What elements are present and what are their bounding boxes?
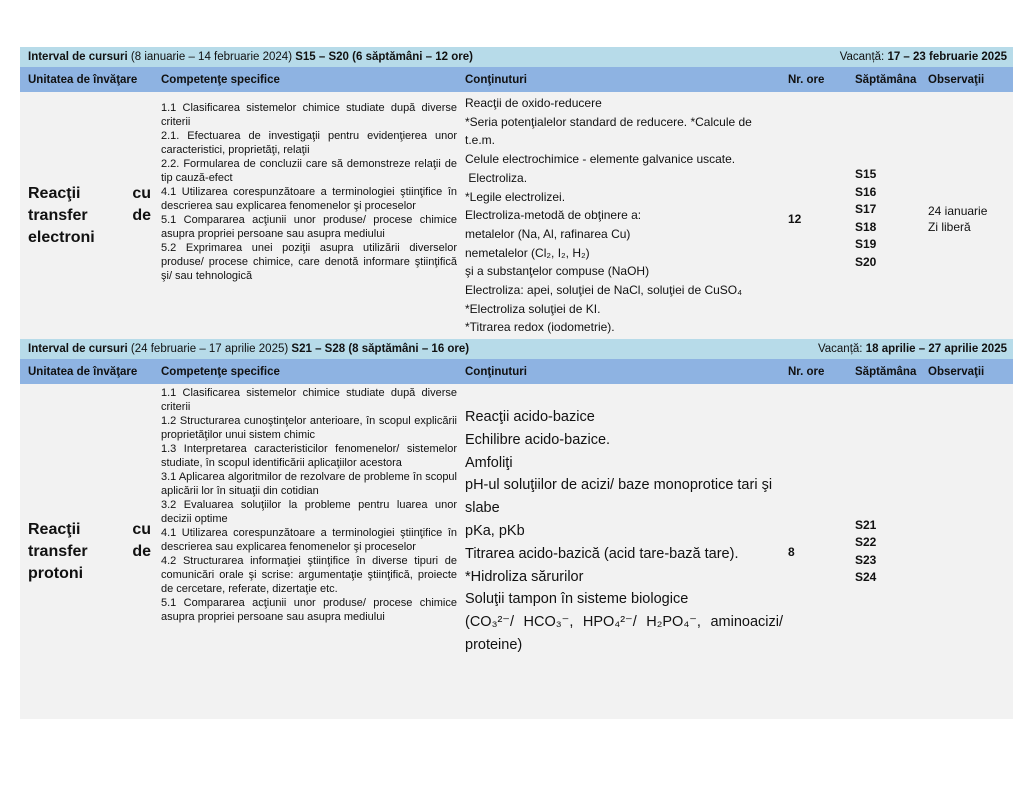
notes-list [928, 203, 987, 235]
interval-bar-1 [20, 47, 1013, 67]
header-notes: Observaţii [928, 73, 985, 86]
content-item: (CO₃²⁻/ HCO₃⁻, HPO₄²⁻/ H₂PO₄⁻, aminoacizi/ proteine) [465, 614, 783, 653]
header-competences: Competenţe specifice [161, 365, 280, 378]
interval-info-2 [28, 343, 469, 355]
competence-item: 5.2 Exprimarea unei poziţii asupra utilizării diverselor produse/ procese chimice, care denotă informare ştiinţifică şi/ sau tehnologică [161, 242, 457, 282]
table-header-2 [20, 359, 1013, 384]
content-item: Amfoliţi [465, 454, 513, 471]
content-item: Celule electrochimice - elemente galvanice uscate. [465, 152, 736, 167]
content-item: *Electroliza soluţiei de KI. [465, 301, 601, 316]
content-item: *Seria potenţialelor standard de reducere. *Calcule de t.e.m. [465, 114, 752, 148]
header-competences: Competenţe specifice [161, 73, 280, 86]
week-item: S21 [855, 517, 877, 532]
header-unit: Unitatea de învăţare [28, 73, 138, 86]
interval-dates: (24 februarie – 17 aprilie 2025) [130, 343, 289, 355]
content-item: *Titrarea redox (iodometrie). [465, 320, 615, 335]
week-item: S24 [855, 570, 877, 584]
competence-item: 1.1 Clasificarea sistemelor chimice studiate după diverse criterii [161, 387, 457, 413]
interval-weeks: S21 – S28 [291, 343, 346, 355]
content-item: metalelor (Na, Al, rafinarea Cu) [465, 226, 631, 241]
contents-cell [461, 384, 783, 719]
header-contents: Conţinuturi [465, 73, 527, 86]
note-item: 24 ianuarie [928, 203, 988, 218]
content-item: pH-ul soluţiilor de acizi/ baze monoprotice tari şi slabe [465, 477, 773, 517]
unit-title: Reacţii cu transfer de electroni [28, 184, 151, 246]
week-item: S20 [855, 254, 877, 269]
notes-cell [921, 92, 1013, 339]
header-unit: Unitatea de învăţare [28, 365, 138, 378]
competence-item: 4.2 Structurarea informaţiei ştiinţifice în diverse tipuri de comunicări orale şi scrise: argumentaţie ştiinţifică, proiecte de cercetare, referate, dizertaţie etc. [161, 555, 457, 595]
content-item: pKa, pKb [465, 522, 525, 539]
content-item: nemetalelor (Cl₂, I₂, H₂) [465, 245, 590, 260]
hours-value: 8 [788, 544, 795, 559]
interval-duration: (6 săptămâni – 12 ore) [352, 51, 473, 63]
competence-item: 1.2 Structurarea cunoştinţelor anterioare, în scopul explicării proprietăţilor unui sistem chimic [161, 415, 457, 441]
interval-weeks: S15 – S20 [295, 51, 349, 63]
hours-cell [783, 92, 841, 339]
notes-cell [921, 384, 1013, 719]
competence-item: 4.1 Utilizarea corespunzătoare a terminologiei ştiinţifice în descrierea sau explicarea fenomenelor şi proceselor [161, 527, 457, 553]
header-week: Săptămâna [855, 73, 917, 86]
competence-item: 2.2. Formularea de concluzii care să demonstreze relaţii de tip cauză-efect [161, 158, 457, 184]
unit-title: Reacţii cu transfer de protoni [28, 520, 151, 582]
unit-cell [20, 384, 157, 719]
header-contents: Conţinuturi [465, 365, 527, 378]
table-header-1 [20, 67, 1013, 92]
interval-bar-2 [20, 339, 1013, 359]
content-item: Titrarea acido-bazică (acid tare-bază tare). [465, 545, 739, 562]
interval-dates: (8 ianuarie – 14 februarie 2024) [130, 51, 293, 63]
week-item: S17 [855, 202, 877, 216]
content-item: *Hidroliza sărurilor [465, 568, 584, 585]
competences-cell [157, 384, 461, 719]
vacation-dates: 17 – 23 februarie 2025 [887, 51, 1007, 63]
note-item: Zi liberă [928, 219, 971, 234]
content-item: şi a substanţelor compuse (NaOH) [465, 264, 650, 279]
content-item: Echilibre acido-bazice. [465, 431, 611, 448]
hours-value: 12 [788, 211, 802, 226]
competence-item: 5.1 Compararea acţiunii unor produse/ procese chimice asupra propriei persoane sau asupra mediului [161, 214, 457, 240]
contents-cell [461, 92, 783, 339]
week-item: S22 [855, 535, 877, 549]
content-item: Electroliza-metodă de obţinere a: [465, 208, 642, 223]
vacation-label: Vacanță: [839, 51, 885, 63]
competence-item: 4.1 Utilizarea corespunzătoare a terminologiei ştiinţifice în descrierea sau explicarea fenomenelor şi proceselor [161, 186, 457, 212]
weeks-cell [841, 92, 921, 339]
header-notes: Observaţii [928, 365, 985, 378]
weeks-cell [841, 384, 921, 719]
competence-item: 1.1 Clasificarea sistemelor chimice studiate după diverse criterii [161, 102, 457, 128]
table-row [20, 92, 1013, 339]
competence-item: 2.1. Efectuarea de investigaţii pentru evidenţierea unor caracteristici, proprietăţi, relaţii [161, 130, 457, 156]
competences-cell [157, 92, 461, 339]
content-item: Soluţii tampon în sisteme biologice [465, 591, 689, 608]
header-hours: Nr. ore [788, 73, 825, 86]
hours-cell [783, 384, 841, 719]
interval-duration: (8 săptămâni – 16 ore) [348, 343, 470, 355]
vacation-dates: 18 aprilie – 27 aprilie 2025 [865, 343, 1007, 355]
header-hours: Nr. ore [788, 365, 825, 378]
interval-label: Interval de cursuri [28, 51, 128, 63]
content-item: Reacţii acido-bazice [465, 409, 595, 425]
competence-item: 5.1 Compararea acţiunii unor produse/ procese chimice asupra propriei persoane sau asupra mediului [161, 597, 457, 623]
weeks-list [855, 517, 876, 587]
content-item: Electroliza. [465, 170, 528, 185]
weeks-list [855, 166, 876, 271]
table-row [20, 384, 1013, 719]
content-item: Reacţii de oxido-reducere [465, 96, 602, 110]
content-item: *Legile electrolizei. [465, 189, 566, 204]
curriculum-plan [20, 47, 1013, 719]
week-item: S19 [855, 237, 877, 251]
interval-label: Interval de cursuri [28, 343, 128, 355]
content-item: Electroliza: apei, soluţiei de NaCl, soluţiei de CuSO₄ [465, 283, 743, 298]
unit-cell [20, 92, 157, 339]
competence-item: 3.2 Evaluarea soluţiilor la probleme pentru luarea unor decizii optime [161, 499, 457, 525]
header-week: Săptămâna [855, 365, 917, 378]
week-item: S18 [855, 219, 877, 234]
competence-item: 3.1 Aplicarea algoritmilor de rezolvare de probleme în scopul aplicării lor în situaţii din cotidian [161, 471, 457, 497]
week-item: S23 [855, 552, 877, 567]
vacation-label: Vacanță: [817, 343, 863, 355]
interval-info-1 [28, 51, 473, 63]
competence-item: 1.3 Interpretarea caracteristicilor fenomenelor/ sistemelor studiate, în scopul identificării aplicaţiilor acestora [161, 443, 457, 469]
week-item: S15 [855, 167, 877, 181]
vacation-info-1 [840, 51, 1007, 63]
week-item: S16 [855, 184, 877, 199]
vacation-info-2 [818, 343, 1007, 355]
